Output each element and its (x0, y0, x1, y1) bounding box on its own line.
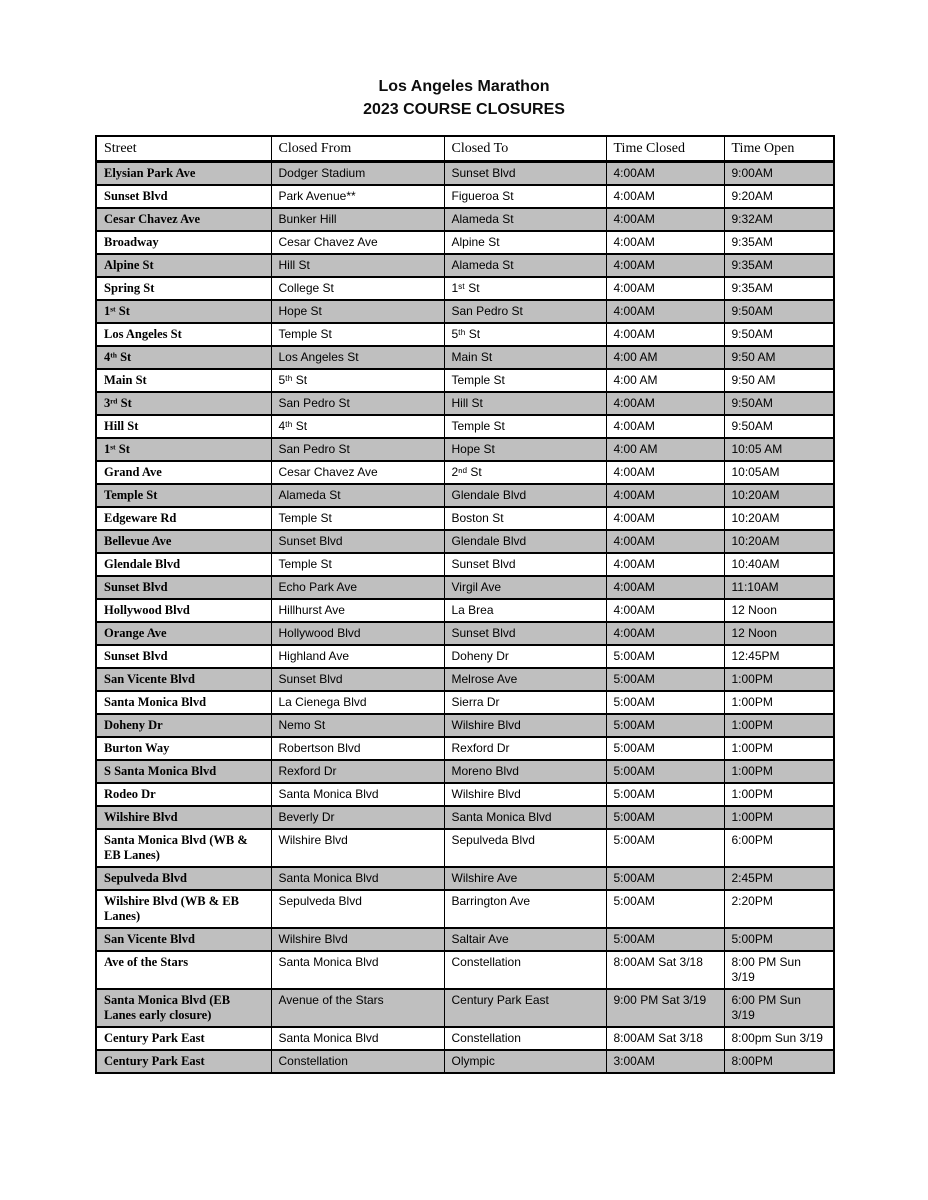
table-row (96, 254, 834, 277)
cell-closed-to: Saltair Ave (444, 928, 606, 951)
cell-closed-from: Nemo St (271, 714, 444, 737)
cell-closed-to: Doheny Dr (444, 645, 606, 668)
cell-time-open: 8:00PM (724, 1050, 834, 1073)
cell-street: San Vicente Blvd (96, 668, 271, 691)
cell-closed-from: College St (271, 277, 444, 300)
cell-closed-to: La Brea (444, 599, 606, 622)
cell-time-open: 1:00PM (724, 783, 834, 806)
cell-time-closed: 3:00AM (606, 1050, 724, 1073)
cell-time-closed: 4:00AM (606, 254, 724, 277)
table-row (96, 185, 834, 208)
cell-time-open: 5:00PM (724, 928, 834, 951)
table-row (96, 162, 834, 186)
cell-closed-to: Virgil Ave (444, 576, 606, 599)
cell-closed-to: Glendale Blvd (444, 484, 606, 507)
table-row (96, 553, 834, 576)
cell-time-open: 9:50 AM (724, 369, 834, 392)
table-row (96, 461, 834, 484)
cell-street: Main St (96, 369, 271, 392)
table-row (96, 231, 834, 254)
cell-closed-to: Sunset Blvd (444, 622, 606, 645)
cell-time-open: 8:00 PM Sun 3/19 (724, 951, 834, 989)
cell-time-closed: 5:00AM (606, 928, 724, 951)
cell-closed-from: Cesar Chavez Ave (271, 231, 444, 254)
cell-time-open: 6:00 PM Sun 3/19 (724, 989, 834, 1027)
cell-street: Santa Monica Blvd (EB Lanes early closure) (96, 989, 271, 1027)
cell-time-open: 8:00pm Sun 3/19 (724, 1027, 834, 1050)
table-row (96, 928, 834, 951)
cell-time-open: 6:00PM (724, 829, 834, 867)
cell-closed-to: Barrington Ave (444, 890, 606, 928)
cell-closed-from: Wilshire Blvd (271, 829, 444, 867)
table-row (96, 989, 834, 1027)
cell-closed-from: Santa Monica Blvd (271, 951, 444, 989)
cell-street: Doheny Dr (96, 714, 271, 737)
cell-closed-to: Sierra Dr (444, 691, 606, 714)
cell-time-closed: 4:00AM (606, 599, 724, 622)
header-closed-to: Closed To (444, 136, 606, 162)
cell-closed-to: Hill St (444, 392, 606, 415)
cell-time-open: 9:00AM (724, 162, 834, 186)
cell-street: 1ˢᵗ St (96, 300, 271, 323)
cell-time-open: 9:35AM (724, 231, 834, 254)
cell-street: Hollywood Blvd (96, 599, 271, 622)
cell-time-open: 1:00PM (724, 691, 834, 714)
cell-closed-to: Wilshire Blvd (444, 714, 606, 737)
cell-closed-from: Wilshire Blvd (271, 928, 444, 951)
cell-closed-from: Temple St (271, 323, 444, 346)
cell-time-open: 1:00PM (724, 714, 834, 737)
header-street: Street (96, 136, 271, 162)
cell-closed-from: Robertson Blvd (271, 737, 444, 760)
header-time-open: Time Open (724, 136, 834, 162)
cell-time-closed: 5:00AM (606, 806, 724, 829)
cell-closed-from: Santa Monica Blvd (271, 1027, 444, 1050)
table-row (96, 760, 834, 783)
cell-time-closed: 4:00AM (606, 231, 724, 254)
table-row (96, 576, 834, 599)
cell-street: Sepulveda Blvd (96, 867, 271, 890)
header-row (96, 136, 834, 162)
cell-street: Santa Monica Blvd (96, 691, 271, 714)
cell-closed-from: Park Avenue** (271, 185, 444, 208)
cell-closed-from: 4ᵗʰ St (271, 415, 444, 438)
cell-time-open: 9:32AM (724, 208, 834, 231)
cell-time-closed: 4:00AM (606, 415, 724, 438)
cell-street: Broadway (96, 231, 271, 254)
table-row (96, 346, 834, 369)
cell-time-closed: 5:00AM (606, 783, 724, 806)
table-row (96, 438, 834, 461)
cell-closed-from: Temple St (271, 507, 444, 530)
cell-time-open: 9:50AM (724, 392, 834, 415)
cell-street: 1ˢᵗ St (96, 438, 271, 461)
cell-street: Century Park East (96, 1050, 271, 1073)
cell-time-open: 12:45PM (724, 645, 834, 668)
table-row (96, 714, 834, 737)
table-row (96, 507, 834, 530)
cell-street: Hill St (96, 415, 271, 438)
cell-closed-to: San Pedro St (444, 300, 606, 323)
cell-time-closed: 5:00AM (606, 737, 724, 760)
cell-street: Cesar Chavez Ave (96, 208, 271, 231)
cell-closed-from: Santa Monica Blvd (271, 867, 444, 890)
table-row (96, 1027, 834, 1050)
cell-time-open: 9:20AM (724, 185, 834, 208)
cell-time-open: 9:50 AM (724, 346, 834, 369)
cell-time-open: 10:05 AM (724, 438, 834, 461)
cell-time-closed: 4:00AM (606, 300, 724, 323)
table-row (96, 415, 834, 438)
cell-street: Sunset Blvd (96, 185, 271, 208)
cell-time-closed: 5:00AM (606, 691, 724, 714)
cell-time-closed: 4:00AM (606, 507, 724, 530)
cell-closed-from: Sunset Blvd (271, 530, 444, 553)
cell-closed-from: Hollywood Blvd (271, 622, 444, 645)
cell-closed-to: Century Park East (444, 989, 606, 1027)
cell-time-closed: 4:00AM (606, 484, 724, 507)
cell-street: Century Park East (96, 1027, 271, 1050)
cell-time-closed: 5:00AM (606, 668, 724, 691)
cell-street: Los Angeles St (96, 323, 271, 346)
cell-closed-to: Rexford Dr (444, 737, 606, 760)
cell-street: Grand Ave (96, 461, 271, 484)
table-row (96, 369, 834, 392)
table-row (96, 691, 834, 714)
cell-time-open: 1:00PM (724, 737, 834, 760)
cell-time-closed: 4:00AM (606, 622, 724, 645)
cell-closed-to: Constellation (444, 1027, 606, 1050)
cell-closed-from: Bunker Hill (271, 208, 444, 231)
table-row (96, 806, 834, 829)
cell-closed-to: Alameda St (444, 208, 606, 231)
table-row (96, 829, 834, 867)
cell-closed-to: Wilshire Blvd (444, 783, 606, 806)
table-row (96, 737, 834, 760)
cell-closed-from: Echo Park Ave (271, 576, 444, 599)
cell-closed-from: Hope St (271, 300, 444, 323)
cell-time-open: 1:00PM (724, 806, 834, 829)
cell-street: Rodeo Dr (96, 783, 271, 806)
cell-street: 3ʳᵈ St (96, 392, 271, 415)
table-row (96, 668, 834, 691)
cell-time-open: 10:20AM (724, 484, 834, 507)
cell-time-closed: 5:00AM (606, 714, 724, 737)
cell-street: Spring St (96, 277, 271, 300)
cell-closed-to: Sunset Blvd (444, 553, 606, 576)
cell-closed-from: Los Angeles St (271, 346, 444, 369)
table-row (96, 277, 834, 300)
cell-closed-from: Rexford Dr (271, 760, 444, 783)
cell-closed-to: Sepulveda Blvd (444, 829, 606, 867)
cell-closed-from: Beverly Dr (271, 806, 444, 829)
cell-closed-from: Alameda St (271, 484, 444, 507)
cell-closed-from: Sunset Blvd (271, 668, 444, 691)
cell-time-open: 1:00PM (724, 760, 834, 783)
cell-time-closed: 4:00 AM (606, 346, 724, 369)
cell-street: 4ᵗʰ St (96, 346, 271, 369)
cell-closed-from: Avenue of the Stars (271, 989, 444, 1027)
cell-time-closed: 4:00AM (606, 323, 724, 346)
cell-closed-to: Temple St (444, 369, 606, 392)
cell-street: Bellevue Ave (96, 530, 271, 553)
cell-closed-from: Santa Monica Blvd (271, 783, 444, 806)
cell-time-closed: 4:00AM (606, 162, 724, 186)
cell-street: Alpine St (96, 254, 271, 277)
cell-time-closed: 5:00AM (606, 890, 724, 928)
table-row (96, 323, 834, 346)
cell-closed-from: Temple St (271, 553, 444, 576)
cell-time-closed: 5:00AM (606, 829, 724, 867)
cell-closed-to: Main St (444, 346, 606, 369)
cell-closed-to: Constellation (444, 951, 606, 989)
cell-time-closed: 9:00 PM Sat 3/19 (606, 989, 724, 1027)
table-row (96, 890, 834, 928)
cell-street: Edgeware Rd (96, 507, 271, 530)
cell-closed-to: Hope St (444, 438, 606, 461)
cell-time-open: 10:05AM (724, 461, 834, 484)
cell-street: Burton Way (96, 737, 271, 760)
cell-street: S Santa Monica Blvd (96, 760, 271, 783)
table-row (96, 208, 834, 231)
cell-time-closed: 4:00 AM (606, 438, 724, 461)
cell-time-open: 10:20AM (724, 507, 834, 530)
cell-time-closed: 4:00 AM (606, 369, 724, 392)
cell-closed-from: San Pedro St (271, 392, 444, 415)
cell-closed-to: Alameda St (444, 254, 606, 277)
title-line-2: 2023 COURSE CLOSURES (363, 101, 565, 118)
cell-street: Temple St (96, 484, 271, 507)
cell-street: Ave of the Stars (96, 951, 271, 989)
cell-street: Santa Monica Blvd (WB & EB Lanes) (96, 829, 271, 867)
cell-time-open: 9:50AM (724, 323, 834, 346)
cell-closed-from: 5ᵗʰ St (271, 369, 444, 392)
cell-time-open: 2:20PM (724, 890, 834, 928)
table-row (96, 300, 834, 323)
cell-time-closed: 4:00AM (606, 277, 724, 300)
cell-time-open: 11:10AM (724, 576, 834, 599)
cell-street: Sunset Blvd (96, 645, 271, 668)
cell-closed-to: 1ˢᵗ St (444, 277, 606, 300)
cell-time-open: 9:35AM (724, 277, 834, 300)
cell-time-closed: 5:00AM (606, 867, 724, 890)
header-time-closed: Time Closed (606, 136, 724, 162)
cell-street: San Vicente Blvd (96, 928, 271, 951)
cell-closed-to: Sunset Blvd (444, 162, 606, 186)
cell-time-closed: 4:00AM (606, 553, 724, 576)
table-row (96, 951, 834, 989)
cell-time-closed: 4:00AM (606, 576, 724, 599)
cell-closed-to: 2ⁿᵈ St (444, 461, 606, 484)
cell-time-closed: 8:00AM Sat 3/18 (606, 1027, 724, 1050)
cell-time-closed: 4:00AM (606, 208, 724, 231)
cell-time-open: 10:20AM (724, 530, 834, 553)
table-row (96, 622, 834, 645)
cell-time-closed: 4:00AM (606, 530, 724, 553)
cell-street: Sunset Blvd (96, 576, 271, 599)
table-row (96, 867, 834, 890)
cell-time-closed: 4:00AM (606, 392, 724, 415)
cell-time-closed: 5:00AM (606, 760, 724, 783)
cell-street: Orange Ave (96, 622, 271, 645)
cell-street: Wilshire Blvd (WB & EB Lanes) (96, 890, 271, 928)
cell-time-closed: 5:00AM (606, 645, 724, 668)
cell-street: Wilshire Blvd (96, 806, 271, 829)
cell-closed-from: Highland Ave (271, 645, 444, 668)
table-body (96, 162, 834, 1074)
cell-closed-to: Wilshire Ave (444, 867, 606, 890)
cell-time-open: 12 Noon (724, 599, 834, 622)
document-title (0, 75, 928, 121)
table-row (96, 599, 834, 622)
cell-closed-to: Santa Monica Blvd (444, 806, 606, 829)
cell-time-open: 10:40AM (724, 553, 834, 576)
cell-closed-from: La Cienega Blvd (271, 691, 444, 714)
cell-closed-from: Constellation (271, 1050, 444, 1073)
table-row (96, 645, 834, 668)
cell-closed-from: Cesar Chavez Ave (271, 461, 444, 484)
cell-closed-from: Dodger Stadium (271, 162, 444, 186)
cell-time-closed: 8:00AM Sat 3/18 (606, 951, 724, 989)
table-row (96, 783, 834, 806)
cell-time-closed: 4:00AM (606, 461, 724, 484)
title-line-1: Los Angeles Marathon (378, 78, 550, 95)
cell-closed-from: Hillhurst Ave (271, 599, 444, 622)
cell-time-open: 9:35AM (724, 254, 834, 277)
cell-time-open: 9:50AM (724, 415, 834, 438)
cell-closed-to: Alpine St (444, 231, 606, 254)
cell-closed-to: Temple St (444, 415, 606, 438)
table-row (96, 1050, 834, 1073)
cell-time-closed: 4:00AM (606, 185, 724, 208)
cell-time-open: 2:45PM (724, 867, 834, 890)
table-row (96, 392, 834, 415)
table-row (96, 530, 834, 553)
cell-closed-to: Melrose Ave (444, 668, 606, 691)
cell-closed-from: Sepulveda Blvd (271, 890, 444, 928)
course-closures-table (95, 135, 835, 1074)
cell-street: Elysian Park Ave (96, 162, 271, 186)
cell-closed-to: Glendale Blvd (444, 530, 606, 553)
cell-closed-from: San Pedro St (271, 438, 444, 461)
cell-closed-to: Boston St (444, 507, 606, 530)
cell-closed-to: Figueroa St (444, 185, 606, 208)
cell-closed-from: Hill St (271, 254, 444, 277)
cell-time-open: 9:50AM (724, 300, 834, 323)
table-row (96, 484, 834, 507)
cell-time-open: 1:00PM (724, 668, 834, 691)
cell-closed-to: 5ᵗʰ St (444, 323, 606, 346)
cell-street: Glendale Blvd (96, 553, 271, 576)
cell-time-open: 12 Noon (724, 622, 834, 645)
header-closed-from: Closed From (271, 136, 444, 162)
cell-closed-to: Olympic (444, 1050, 606, 1073)
cell-closed-to: Moreno Blvd (444, 760, 606, 783)
